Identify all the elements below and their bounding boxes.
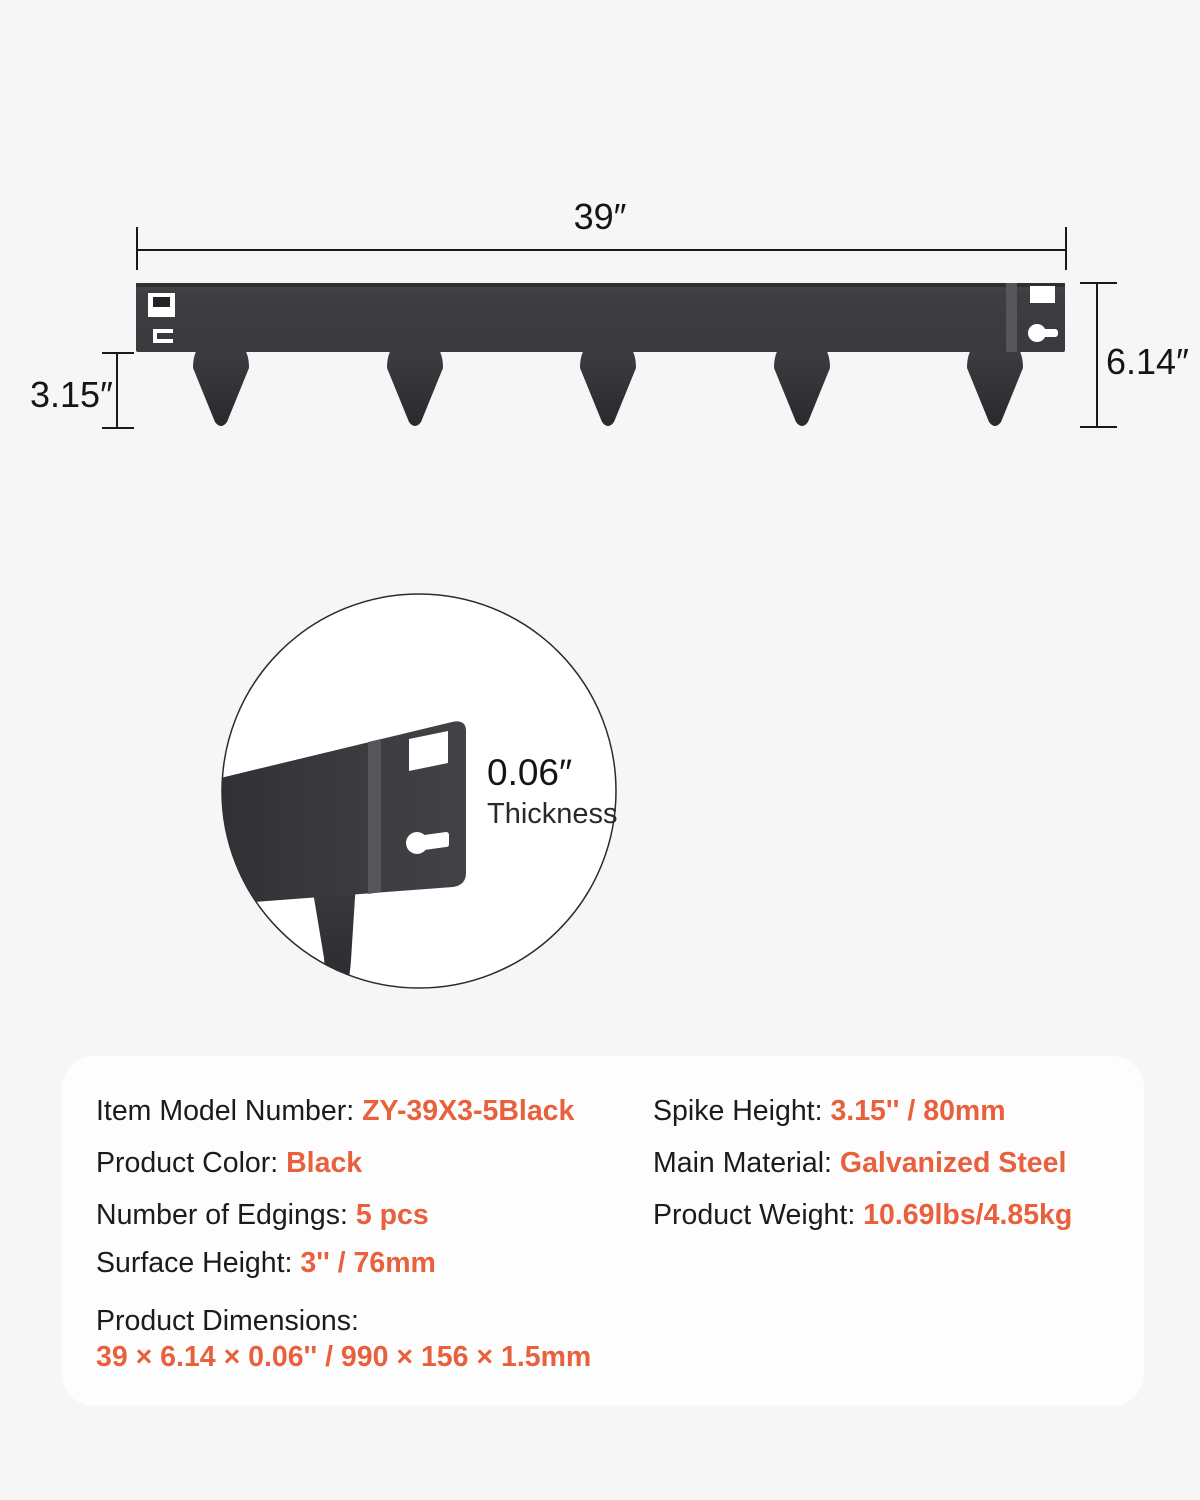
spec-value: Black (286, 1147, 363, 1179)
spec-panel (62, 1056, 1144, 1406)
spec-label: Product Weight: (653, 1199, 864, 1231)
spec-value: ZY-39X3-5Black (362, 1095, 575, 1127)
spec-label: Product Dimensions: (96, 1305, 359, 1337)
spec-label: Item Model Number: (96, 1095, 363, 1127)
spike-height-dimension-label: 3.15″ (30, 374, 113, 415)
spec-label: Spike Height: (653, 1095, 831, 1127)
spec-product-color (96, 1146, 362, 1180)
spec-label: Surface Height: (96, 1247, 301, 1279)
spec-value: 39 × 6.14 × 0.06'' / 990 × 156 × 1.5mm (96, 1341, 592, 1373)
spec-value: 3.15'' / 80mm (830, 1095, 1006, 1127)
spec-spike-height (653, 1094, 1006, 1128)
spec-label: Product Color: (96, 1147, 287, 1179)
spec-product-dimensions-value (96, 1340, 591, 1374)
bar-seam (1006, 283, 1017, 352)
left-tab-slot (148, 293, 175, 317)
thickness-caption: Thickness (487, 797, 618, 830)
spec-value: 5 pcs (355, 1199, 429, 1231)
edging-bar (136, 283, 1065, 352)
left-small-slot (153, 329, 173, 343)
spec-value: 3'' / 76mm (300, 1247, 436, 1279)
spec-surface-height (96, 1246, 436, 1280)
spec-value: Galvanized Steel (839, 1147, 1067, 1179)
spec-value: 10.69lbs/4.85kg (863, 1199, 1073, 1231)
spec-label: Main Material: (653, 1147, 840, 1179)
total-height-dimension-label: 6.14″ (1106, 341, 1189, 382)
width-dimension-label: 39″ (573, 196, 627, 237)
spec-item-model-number (96, 1094, 574, 1128)
detail-plate-seam (368, 739, 381, 894)
spec-product-weight (653, 1198, 1072, 1232)
right-square-hole (1030, 286, 1055, 303)
spec-number-of-edgings (96, 1198, 429, 1232)
spec-main-material (653, 1146, 1066, 1180)
spec-product-dimensions-label (96, 1304, 359, 1338)
thickness-value: 0.06″ (487, 752, 573, 793)
spec-label: Number of Edgings: (96, 1199, 356, 1231)
thickness-annotation (487, 753, 618, 831)
